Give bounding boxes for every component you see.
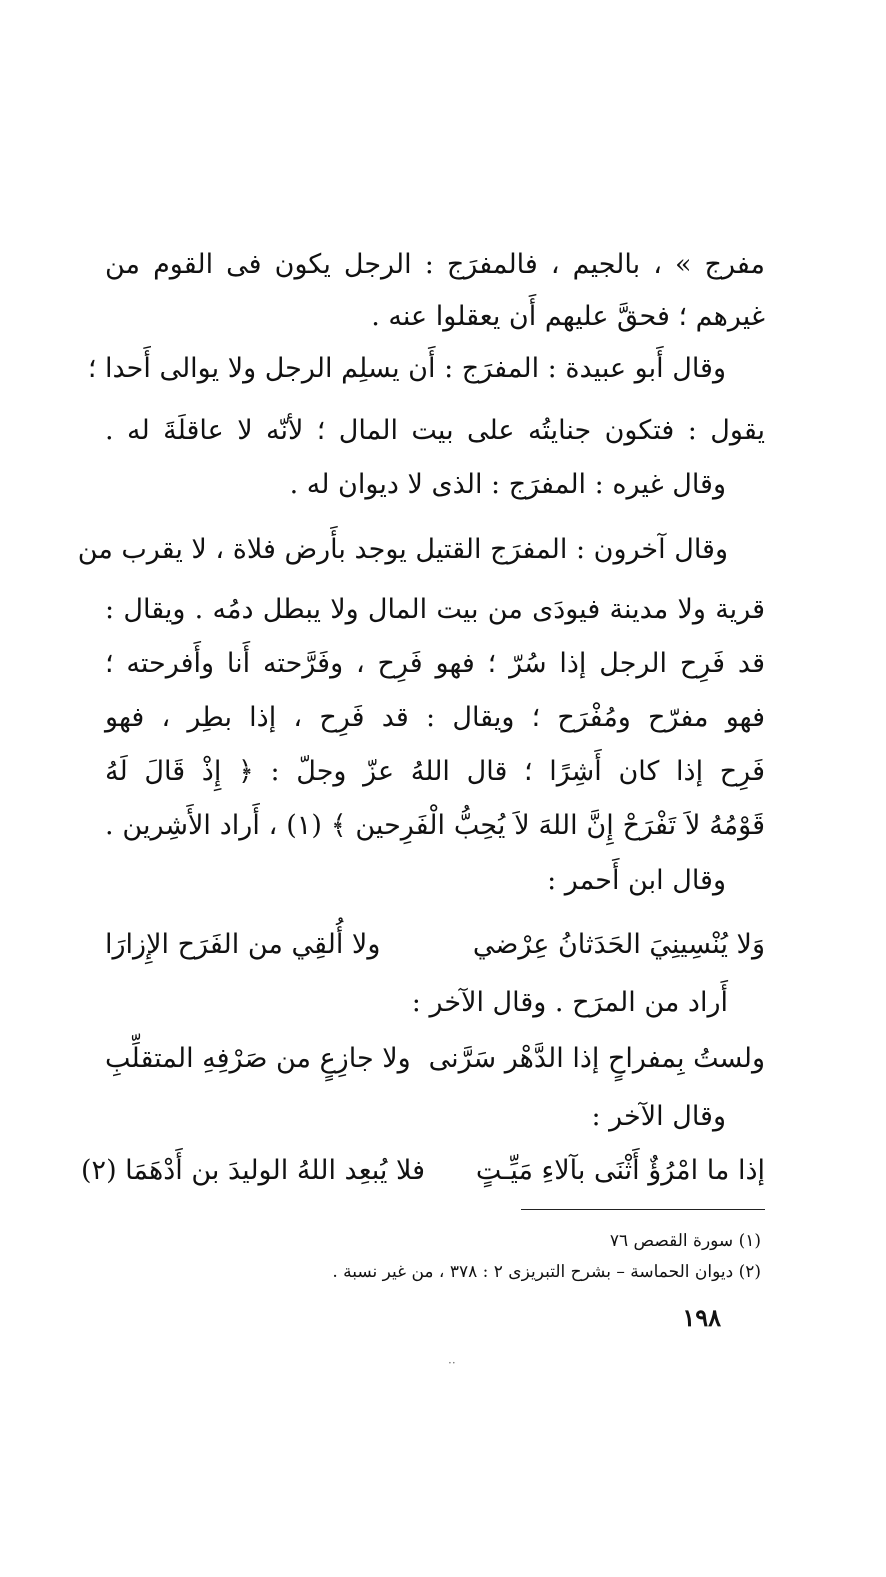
text-line-2: غيرهم ؛ فحقَّ عليهم أَن يعقلوا عنه . (371, 301, 765, 332)
footnote-2: (٢) ديوان الحماسة – بشرح التبريزى ٢ : ٣٧٨ ، من غير نسبة . (332, 1262, 761, 1282)
text-line-1: مفرج » ، بالجيم ، فالمفرَج : الرجل يكون فى القوم من (105, 249, 765, 280)
bottom-mark: ·· (448, 1356, 456, 1370)
footnote-1: (١) سورة القصص ٧٦ (609, 1231, 761, 1251)
text-line-6: وقال آخرون : المفرَج القتيل يوجد بأَرض فلاة ، لا يقرب من (77, 534, 728, 565)
verse-1-first-hemistich: وَلا يُنْسِينِيَ الحَدَثانُ عِرْضي (472, 929, 765, 960)
text-line-7: قرية ولا مدينة فيودَى من بيت المال ولا يبطل دمُه . ويقال : (105, 594, 765, 625)
text-line-10: فَرِح إذا كان أَشِرًا ؛ قال اللهُ عزّ وجلّ : ﴿ إِذْ قَالَ لَهُ (105, 756, 765, 787)
text-line-9: فهو مفرّح ومُفْرَح ؛ ويقال : قد فَرِح ، إذا بطِر ، فهو (105, 702, 765, 733)
text-line-11: قَوْمُهُ لاَ تَفْرَحْ إِنَّ اللهَ لاَ يُحِبُّ الْفَرِحين ﴾ (١) ، أَراد الأَشِرين . (105, 810, 766, 841)
verse-3-first-hemistich: إذا ما امْرُؤٌ أَثْنَى بآلاءِ مَيِّـتٍ (475, 1155, 765, 1186)
verse-1-second-hemistich: ولا أُلقِي من الفَرَح الإِزارَا (105, 929, 381, 960)
text-line-12: وقال ابن أَحمر : (547, 865, 726, 896)
footnote-separator (521, 1209, 765, 1210)
text-line-4: يقول : فتكون جنايتُه على بيت المال ؛ لأنّه لا عاقلَةَ له . (105, 415, 765, 446)
text-line-3: وقال أَبو عبيدة : المفرَج : أَن يسلِم الرجل ولا يوالى أَحدا ؛ (87, 353, 726, 384)
verse-2-second-hemistich: ولا جازِعٍ من صَرْفِهِ المتقلِّبِ (105, 1043, 411, 1074)
page-number: ١٩٨ (682, 1303, 721, 1332)
text-line-after-verse-2: وقال الآخر : (591, 1101, 726, 1132)
verse-2-first-hemistich: ولستُ بِمفراحٍ إذا الدَّهْر سَرَّنى (428, 1043, 765, 1074)
verse-3-second-hemistich: فلا يُبعِد اللهُ الوليدَ بن أَدْهَمَا (٢) (81, 1155, 425, 1186)
text-line-after-verse-1: أَراد من المرَح . وقال الآخر : (411, 987, 728, 1018)
text-line-8: قد فَرِح الرجل إذا سُرّ ؛ فهو فَرِح ، وفَرَّحته أَنا وأَفرحته ؛ (105, 648, 765, 679)
text-line-5: وقال غيره : المفرَج : الذى لا ديوان له . (289, 469, 726, 500)
